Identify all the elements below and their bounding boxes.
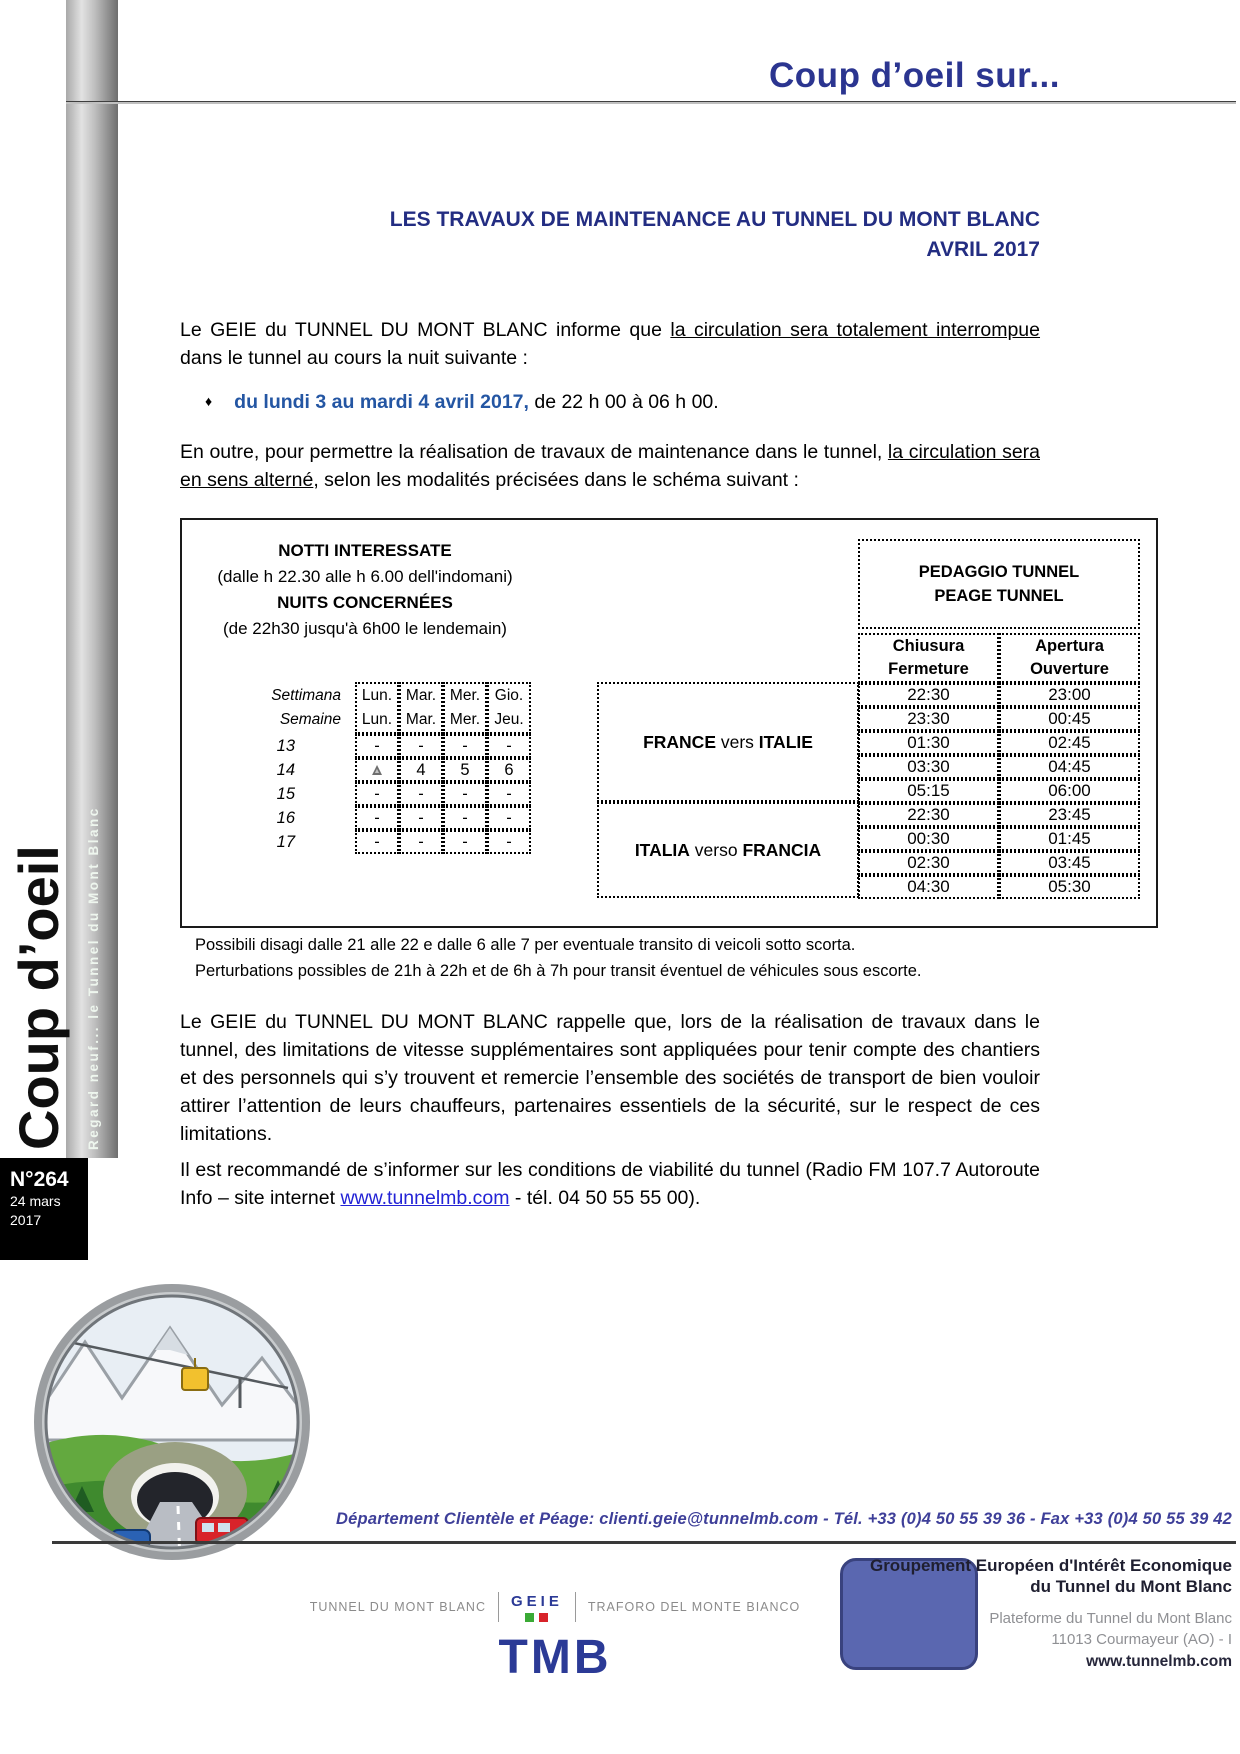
toll-row [858,755,1140,779]
week-cell: - [399,782,443,806]
toll-row [858,875,1140,899]
org-address-line2: 11013 Courmayeur (AO) - I [1051,1631,1232,1648]
week-row [222,758,531,782]
day-fr: Jeu. [494,711,524,728]
p1-text: Le GEIE du TUNNEL DU MONT BLANC informe que [180,319,671,341]
week-row [222,782,531,806]
contact-line: Département Clientèle et Péage: clienti.geie@tunnelmb.com - Tél. +33 (0)4 50 55 39 36 - Fax +33 (0)4 50 55 39 42 [336,1510,1232,1528]
nights-title-it: NOTTI INTERESSATE [278,541,452,560]
header-rule [66,101,1236,104]
opening-time: 06:00 [999,779,1140,803]
week-cell: - [399,734,443,758]
closure-time: 05:15 [858,779,999,803]
opening-label-it: Apertura [1035,637,1104,655]
schedule-schema-box [180,518,1158,928]
p1-underlined-text: la circulation sera totalement interrompue [670,319,1041,341]
closure-time: 03:30 [858,755,999,779]
p2-text-after: , selon les modalités précisées dans le schéma suivant : [313,469,799,491]
day-header-cell [399,682,443,734]
closure-label-fr: Fermeture [888,660,969,678]
direction-italia-francia [597,802,859,898]
p4-text-after: - tél. 04 50 55 55 00). [509,1187,701,1209]
week-cell: - [443,830,487,854]
vertical-brand-coup-doeil: Coup d’oeil [7,845,70,1150]
opening-column-header [999,633,1140,683]
week-number: 17 [276,832,295,851]
opening-time: 04:45 [999,755,1140,779]
week-table-header-row [222,682,531,734]
logo-label-it: TRAFORO DEL MONTE BIANCO [587,1600,801,1614]
closure-time: 23:30 [858,707,999,731]
escort-note-fr: Perturbations possibles de 21h à 22h et de 6h à 7h pour transit éventuel de véhicules sous escorte. [195,962,922,980]
header-brand: Coup d’oeil sur... [769,56,1060,95]
org-name-line1: Groupement Européen d'Intérêt Economique [869,1556,1232,1575]
toll-header-row [858,633,1140,683]
p2-underlined-text: la circulation sera en sens alterné [180,441,1040,491]
diamond-bullet-icon: ♦ [205,393,213,409]
logo-label-fr: TUNNEL DU MONT BLANC [309,1600,486,1614]
tmb-wordmark: TMB [498,1631,612,1684]
logo-separator [575,1592,576,1622]
escort-note-it: Possibili disagi dalle 21 alle 22 e dalle 6 alle 7 per eventuale transito di veicoli sotto scorta. [195,936,856,954]
opening-time: 01:45 [999,827,1140,851]
p1-text-after: dans le tunnel au cours la nuit suivante : [180,347,528,369]
week-cell [355,758,399,782]
direction-to: ITALIE [758,731,813,752]
closure-dates: du lundi 3 au mardi 4 avril 2017, [234,391,529,413]
week-number: 16 [276,808,295,827]
p2-text: En outre, pour permettre la réalisation de travaux de maintenance dans le tunnel, [180,441,888,463]
opening-time: 05:30 [999,875,1140,899]
org-address-line1: Plateforme du Tunnel du Mont Blanc [989,1610,1232,1627]
week-cell: - [443,806,487,830]
day-it: Lun. [361,687,393,704]
toll-row [858,851,1140,875]
direction-france-italie [597,682,859,802]
toll-row [858,707,1140,731]
geie-wordmark: GEIE [510,1592,563,1610]
direction-word: verso [689,839,743,860]
week-label-fr: Semaine [279,711,341,728]
day-it: Gio. [494,687,524,704]
geie-tmb-logo [309,1592,801,1622]
issue-date-line1: 24 mars [10,1193,61,1209]
day-fr: Mar. [405,711,437,728]
page-title [280,205,1040,265]
toll-row [858,803,1140,827]
tunnelmb-link[interactable]: www.tunnelmb.com [340,1187,510,1209]
week-cell: - [487,806,531,830]
footer-rule [52,1541,1236,1544]
week-number: 15 [276,784,295,803]
closure-column-header [858,633,999,683]
week-cell: 4 [399,758,443,782]
week-cell: 6 [487,758,531,782]
red-square-icon [539,1613,548,1622]
week-row [222,806,531,830]
vertical-tagline: Regard neuf... le Tunnel du Mont Blanc [86,806,101,1150]
day-fr: Lun. [361,711,393,728]
nights-subtitle-it: (dalle h 22.30 alle h 6.00 dell'indomani) [217,567,513,586]
toll-title-it: PEDAGGIO TUNNEL [918,563,1080,581]
toll-heading-box [858,539,1140,629]
closure-time: 00:30 [858,827,999,851]
toll-row [858,731,1140,755]
nights-subtitle-fr: (de 22h30 jusqu'à 6h00 le lendemain) [223,619,507,638]
nights-title-fr: NUITS CONCERNÉES [277,593,453,612]
week-cell: - [487,734,531,758]
day-it: Mar. [405,687,437,704]
paragraph-alternating-traffic [180,438,1040,494]
closure-time: 01:30 [858,731,999,755]
opening-time: 02:45 [999,731,1140,755]
issue-date-line2: 2017 [10,1212,42,1228]
week-cell: - [355,830,399,854]
direction-from: FRANCE [643,731,716,752]
week-cell: - [399,806,443,830]
week-label-it: Settimana [271,687,341,704]
day-header-cell [487,682,531,734]
paragraph-speed-limits: Le GEIE du TUNNEL DU MONT BLANC rappelle que, lors de la réalisation de travaux dans le tunnel, des limitations de vitesse supplémentaires sont appliquées pour tenir compte des chantiers et des personnels qui s’y trouvent et remercie l’ensemble des sociétés de transport de bien vouloir attirer l’attention de leurs chauffeurs, partenaires essentiels de la sécurité, sur le respect de ces limitations. [180,1011,1040,1145]
tmb-illustration-logo [30,1280,314,1564]
direction-word: vers [716,731,759,752]
day-header-cell [355,682,399,734]
week-cell: - [355,734,399,758]
org-website: www.tunnelmb.com [1086,1653,1232,1670]
org-name-line2: du Tunnel du Mont Blanc [1030,1577,1232,1596]
p4-text: Il est recommandé de s’informer sur les conditions de viabilité du tunnel (Radio FM 107.7 Autoroute Info – site internet [180,1159,1040,1209]
closure-time: 22:30 [858,803,999,827]
mountain-tunnel-illustration [30,1280,314,1564]
week-cell: - [355,806,399,830]
week-number: 14 [276,760,295,779]
concerned-nights-heading [190,538,540,642]
week-cell: 5 [443,758,487,782]
closure-bullet [205,391,719,414]
opening-label-fr: Ouverture [1030,660,1109,678]
toll-row [858,683,1140,707]
escort-triangle-icon: ▲ ▲ [369,760,386,780]
day-header-cell [443,682,487,734]
toll-times-table [858,633,1140,899]
toll-row [858,827,1140,851]
day-fr: Mer. [449,711,481,728]
logo-separator [498,1592,499,1622]
issue-number: N°264 [10,1168,69,1191]
closure-time: 04:30 [858,875,999,899]
opening-time: 00:45 [999,707,1140,731]
page-title-line1: LES TRAVAUX DE MAINTENANCE AU TUNNEL DU MONT BLANC [389,208,1040,231]
direction-from: ITALIA [634,839,690,860]
green-square-icon [525,1613,534,1622]
week-row [222,734,531,758]
opening-time: 23:45 [999,803,1140,827]
toll-title-fr: PEAGE TUNNEL [934,587,1064,605]
paragraph-announcement [180,316,1040,372]
week-cell: - [399,830,443,854]
paragraph-information [180,1156,1040,1212]
week-table-row-labels [222,682,355,734]
week-cell: - [487,830,531,854]
week-row [222,830,531,854]
closure-hours: de 22 h 00 à 06 h 00. [528,391,719,413]
closure-time: 02:30 [858,851,999,875]
page-title-line2: AVRIL 2017 [926,238,1040,261]
week-cell: - [487,782,531,806]
week-calendar-table [222,682,531,854]
week-cell: - [443,734,487,758]
logo-squares [525,1613,548,1622]
toll-row [858,779,1140,803]
direction-to: FRANCIA [742,839,822,860]
opening-time: 03:45 [999,851,1140,875]
closure-time: 22:30 [858,683,999,707]
opening-time: 23:00 [999,683,1140,707]
week-cell: - [355,782,399,806]
issue-box [0,1158,88,1260]
closure-label-it: Chiusura [892,637,965,655]
week-cell: - [443,782,487,806]
day-it: Mer. [449,687,481,704]
logo-center [511,1593,563,1622]
week-number: 13 [276,736,295,755]
